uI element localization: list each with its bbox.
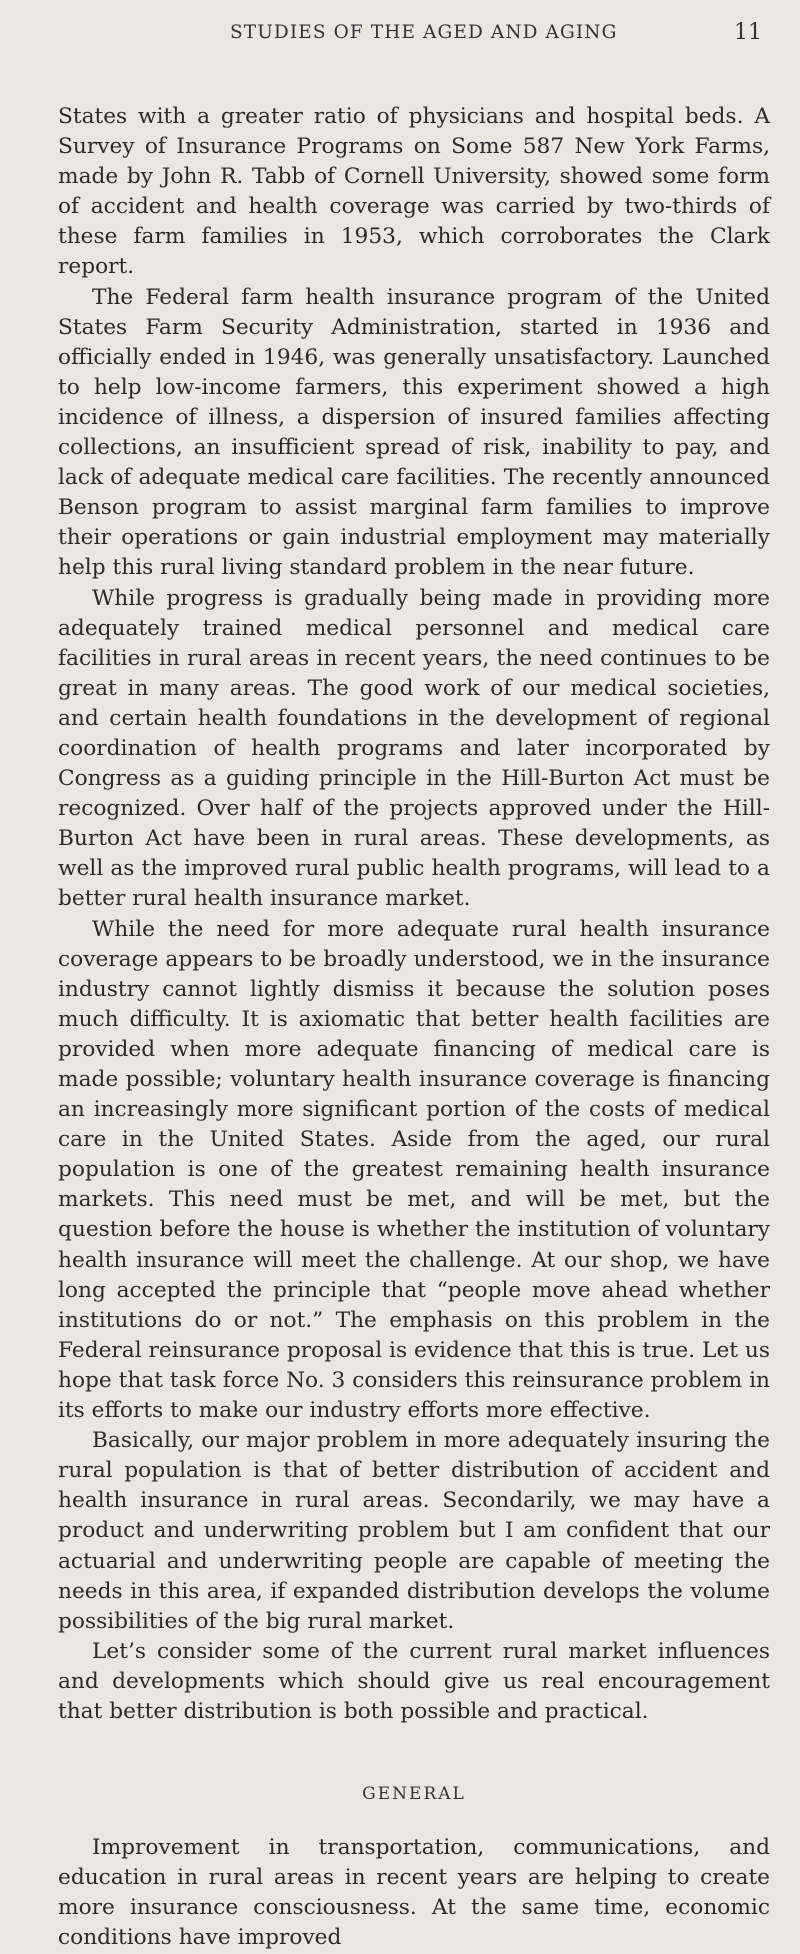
section-paragraph: Improvement in transportation, communications, and education in rural areas in recent years are helping to create more insurance consciousness. At the same time, economic conditions have improved [58,1835,770,1951]
running-head [58,22,770,56]
paragraph-1: States with a greater ratio of physicians and hospital beds. A Survey of Insurance Programs on Some 587 New York Farms, made by John R. Tabb of Cornell University, showed some form of accident and health coverage was carried by two-thirds of these farm families in 1953, which corroborates the Clark report. [58,104,770,280]
section-heading: GENERAL [362,1784,466,1805]
paragraph-2: The Federal farm health insurance program of the United States Farm Security Administration, started in 1936 and officially ended in 1946, was generally unsatisfactory. Launched to help low-income farmers, this experiment showed a high incidence of illness, a dispersion of insured families affecting collections, an insufficient spread of risk, inability to pay, and lack of adequate medical care facilities. The recently announced Benson program to assist marginal farm families to improve their operations or gain industrial employment may materially help this rural living standard problem in the near future. [58,284,770,581]
page-number: 11 [734,20,762,45]
paragraph-6: Let’s consider some of the current rural market influences and developments which should give us real encouragement that better distribution is both possible and practical. [58,1638,770,1724]
paragraph-5: Basically, our major problem in more adequately insuring the rural population is that of better distribution of accident and health insurance in rural areas. Secondarily, we may have a product and underwriting problem but I am confident that our actuarial and underwriting people are capable of meeting the needs in this area, if expanded distribution develops the volume possibilities of the big rural market. [58,1428,770,1634]
paragraph-3: While progress is gradually being made in providing more adequately trained medical personnel and medical care facilities in rural areas in recent years, the need continues to be great in many areas. The good work of our medical societies, and certain health foundations in the development of regional coordination of health programs and later incorporated by Congress as a guiding principle in the Hill-Burton Act must be recognized. Over half of the projects approved under the Hill-Burton Act have been in rural areas. These developments, as well as the improved rural public health programs, will lead to a better rural health insurance market. [58,585,770,912]
running-title: STUDIES OF THE AGED AND AGING [230,22,618,43]
paragraph-4: While the need for more adequate rural health insurance coverage appears to be broadly understood, we in the insurance industry cannot lightly dismiss it because the solution poses much difficulty. It is axiomatic that better health facilities are provided when more adequate financing of medical care is made possible; voluntary health insurance coverage is financing an increasingly more significant portion of the costs of medical care in the United States. Aside from the aged, our rural population is one of the greatest remaining health insurance markets. This need must be met, and will be met, but the question before the house is whether the institution of voluntary health insurance will meet the challenge. At our shop, we have long accepted the principle that “people move ahead whether institutions do or not.” The emphasis on this problem in the Federal reinsurance proposal is evidence that this is true. Let us hope that task force No. 3 considers this reinsurance problem in its efforts to make our industry efforts more effective. [58,916,771,1424]
body-text [58,102,770,1954]
